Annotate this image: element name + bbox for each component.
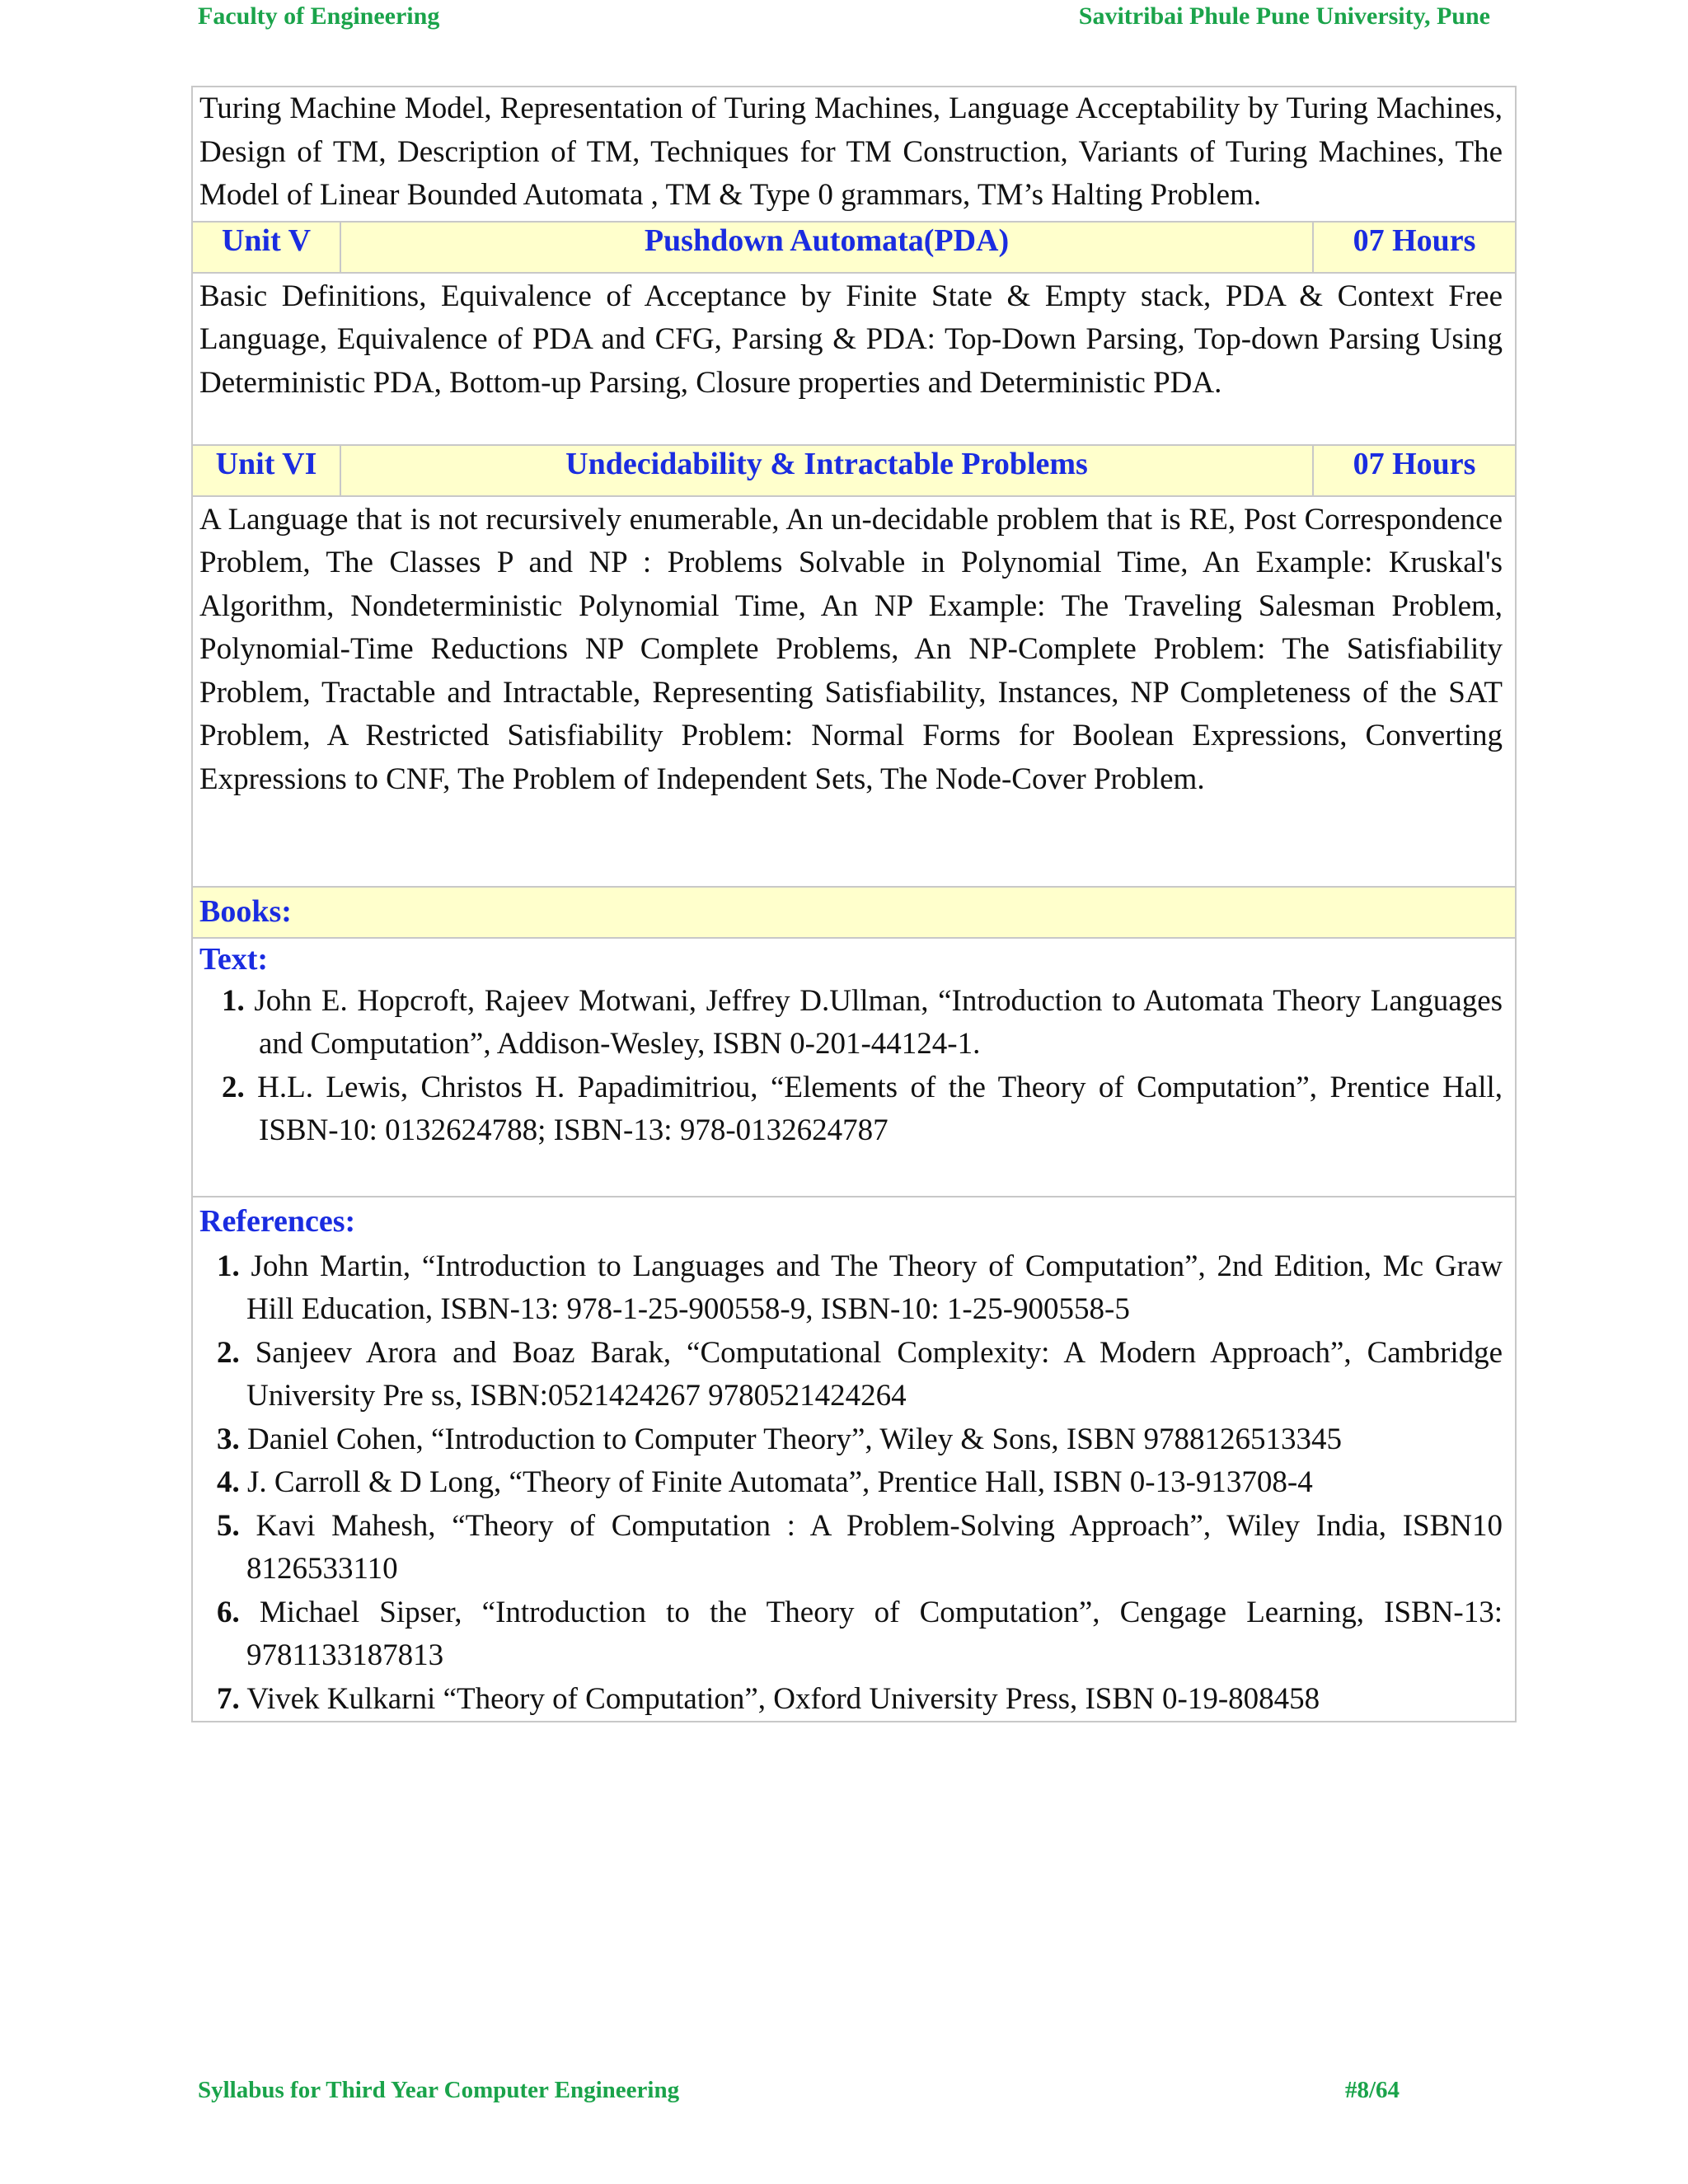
list-number: 2.: [222, 1070, 245, 1104]
books-heading: Books:: [199, 893, 292, 929]
list-text: John E. Hopcroft, Rajeev Motwani, Jeffrey D.Ullman, “Introduction to Automata Theory Languages and Computation”, Addison-Wesley, ISBN 0-201-44124-1.: [254, 983, 1503, 1061]
header-faculty: Faculty of Engineering: [198, 2, 440, 30]
footer-course: Syllabus for Third Year Computer Engineering: [198, 2077, 680, 2103]
references-row: [192, 1197, 1516, 1722]
unit-vi-content: A Language that is not recursively enumerable, An un-decidable problem that is RE, Post Correspondence Problem, The Classes P and NP : Problems Solvable in Polynomial Time, An Example: Kruskal's Algorithm, Nondeterministic Polynomial Time, An NP Example: The Traveling Salesman Problem, Polynomial-Time Reductions NP Complete Problems, An NP-Complete Problem: The Satisfiability Problem, Tractable and Intractable, Representing Satisfiability, Instances, NP Completeness of the SAT Problem, A Restricted Satisfiability Problem: Normal Forms for Boolean Expressions, Converting Expressions to CNF, The Problem of Independent Sets, The Node-Cover Problem.: [199, 502, 1503, 796]
list-item: [193, 1066, 1503, 1153]
syllabus-table: [191, 86, 1517, 1722]
list-text: John Martin, “Introduction to Languages and The Theory of Computation”, 2nd Edition, Mc Graw Hill Education, ISBN-13: 978-1-25-900558-9, ISBN-10: 1-25-900558-5: [246, 1249, 1503, 1326]
list-number: 1.: [222, 983, 245, 1018]
list-item: [193, 1332, 1503, 1418]
list-number: 2.: [217, 1335, 240, 1370]
list-text: Kavi Mahesh, “Theory of Computation : A Problem-Solving Approach”, Wiley India, ISBN10 8126533110: [246, 1508, 1503, 1586]
list-item: [193, 1591, 1503, 1678]
list-text: Michael Sipser, “Introduction to the Theory of Computation”, Cengage Learning, ISBN-13: 9781133187813: [246, 1595, 1503, 1672]
list-text: H.L. Lewis, Christos H. Papadimitriou, “Elements of the Theory of Computation”, Prentice Hall, ISBN-10: 0132624788; ISBN-13: 978-0132624787: [257, 1070, 1503, 1147]
intro-row: [192, 87, 1516, 222]
footer-page-number: #8/64: [1345, 2077, 1400, 2103]
list-item: [193, 980, 1503, 1066]
references-heading: References:: [199, 1203, 356, 1239]
unit-v-label: Unit V: [192, 222, 340, 273]
list-item: [193, 1245, 1503, 1332]
unit-v-title: Pushdown Automata(PDA): [340, 222, 1313, 273]
list-item: [193, 1418, 1503, 1462]
header-university: Savitribai Phule Pune University, Pune: [1078, 2, 1490, 30]
unit-v-header-row: [192, 222, 1516, 273]
text-books-row: [192, 938, 1516, 1197]
references-list: [193, 1245, 1515, 1722]
list-number: 6.: [217, 1595, 240, 1629]
list-number: 3.: [217, 1422, 240, 1456]
list-item: [193, 1678, 1503, 1722]
list-text: Vivek Kulkarni “Theory of Computation”, Oxford University Press, ISBN 0-19-808458: [246, 1681, 1320, 1716]
list-number: 4.: [217, 1465, 240, 1499]
unit-v-content: Basic Definitions, Equivalence of Acceptance by Finite State & Empty stack, PDA & Context Free Language, Equivalence of PDA and CFG, Parsing & PDA: Top-Down Parsing, Top-down Parsing Using Deterministic PDA, Bottom-up Parsing, Closure properties and Deterministic PDA.: [199, 279, 1503, 400]
text-books-list: [193, 980, 1515, 1153]
intro-text: Turing Machine Model, Representation of Turing Machines, Language Acceptability by Turing Machines, Design of TM, Description of TM, Techniques for TM Construction, Variants of Turing Machines, The Model of Linear Bounded Automata , TM & Type 0 grammars, TM’s Halting Problem.: [199, 91, 1503, 212]
unit-v-hours: 07 Hours: [1313, 222, 1516, 273]
text-heading: Text:: [199, 941, 269, 977]
unit-v-content-row: [192, 273, 1516, 445]
list-text: Daniel Cohen, “Introduction to Computer Theory”, Wiley & Sons, ISBN 9788126513345: [247, 1422, 1342, 1456]
list-item: [193, 1505, 1503, 1591]
list-text: J. Carroll & D Long, “Theory of Finite Automata”, Prentice Hall, ISBN 0-13-913708-4: [247, 1465, 1313, 1499]
unit-vi-header-row: [192, 445, 1516, 496]
books-header-row: [192, 887, 1516, 938]
list-number: 1.: [217, 1249, 240, 1283]
unit-vi-content-row: [192, 496, 1516, 887]
unit-vi-title: Undecidability & Intractable Problems: [340, 445, 1313, 496]
list-item: [193, 1461, 1503, 1505]
list-number: 7.: [217, 1681, 240, 1716]
unit-vi-label: Unit VI: [192, 445, 340, 496]
unit-vi-hours: 07 Hours: [1313, 445, 1516, 496]
list-text: Sanjeev Arora and Boaz Barak, “Computational Complexity: A Modern Approach”, Cambridge University Pre ss, ISBN:0521424267 9780521424264: [246, 1335, 1503, 1413]
list-number: 5.: [217, 1508, 240, 1543]
